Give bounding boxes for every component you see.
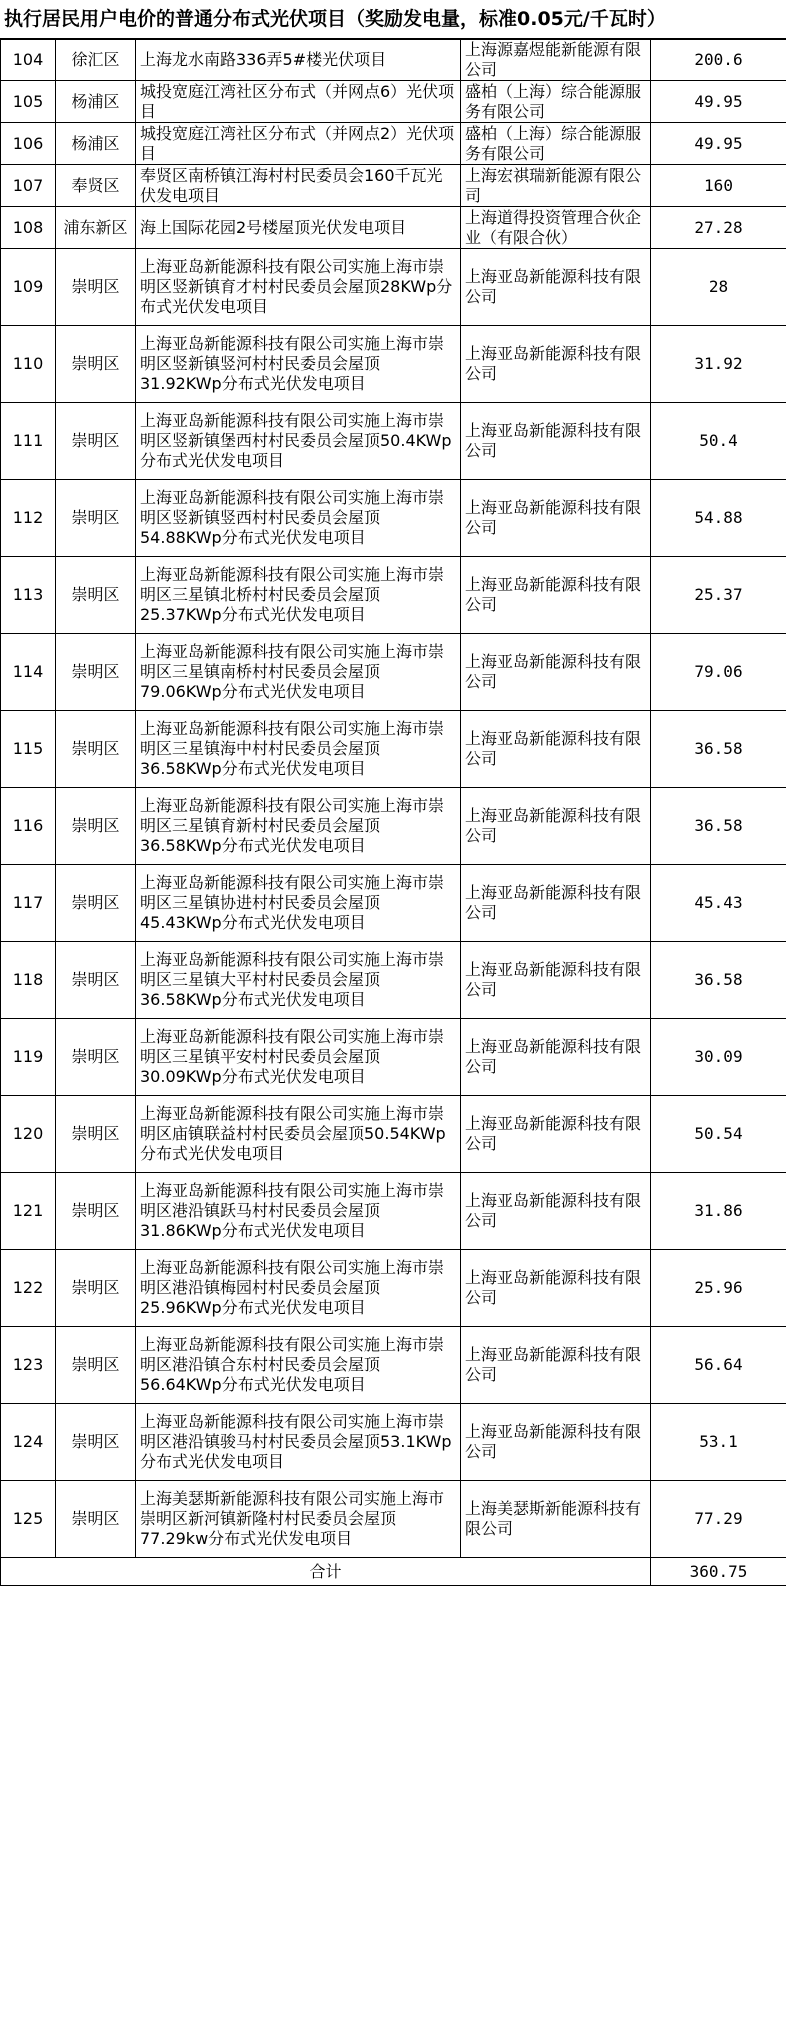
total-value: 360.75 (651, 1558, 786, 1586)
amount-cell: 30.09 (651, 1019, 786, 1096)
amount-cell: 36.58 (651, 788, 786, 865)
row-number: 112 (1, 480, 56, 557)
district-cell: 崇明区 (56, 403, 136, 480)
project-name-cell: 上海美瑟斯新能源科技有限公司实施上海市崇明区新河镇新隆村村民委员会屋顶77.29kw分布式光伏发电项目 (136, 1481, 461, 1558)
company-cell: 上海亚岛新能源科技有限公司 (461, 634, 651, 711)
company-cell: 上海亚岛新能源科技有限公司 (461, 865, 651, 942)
project-name-cell: 海上国际花园2号楼屋顶光伏发电项目 (136, 207, 461, 249)
table-row (1, 1096, 786, 1173)
company-cell: 上海亚岛新能源科技有限公司 (461, 557, 651, 634)
amount-cell: 25.96 (651, 1250, 786, 1327)
company-cell: 上海亚岛新能源科技有限公司 (461, 1404, 651, 1481)
amount-cell: 25.37 (651, 557, 786, 634)
district-cell: 崇明区 (56, 1327, 136, 1404)
total-row (1, 1558, 786, 1586)
row-number: 119 (1, 1019, 56, 1096)
table-row (1, 207, 786, 249)
project-name-cell: 城投宽庭江湾社区分布式（并网点2）光伏项目 (136, 123, 461, 165)
table-row (1, 1481, 786, 1558)
company-cell: 上海亚岛新能源科技有限公司 (461, 249, 651, 326)
amount-cell: 50.4 (651, 403, 786, 480)
row-number: 110 (1, 326, 56, 403)
district-cell: 崇明区 (56, 1404, 136, 1481)
amount-cell: 53.1 (651, 1404, 786, 1481)
row-number: 109 (1, 249, 56, 326)
table-row (1, 40, 786, 81)
company-cell: 上海道得投资管理合伙企业（有限合伙） (461, 207, 651, 249)
district-cell: 崇明区 (56, 1019, 136, 1096)
project-name-cell: 上海亚岛新能源科技有限公司实施上海市崇明区竖新镇堡西村村民委员会屋顶50.4KWp分布式光伏发电项目 (136, 403, 461, 480)
amount-cell: 56.64 (651, 1327, 786, 1404)
table-row (1, 865, 786, 942)
district-cell: 奉贤区 (56, 165, 136, 207)
table-row (1, 249, 786, 326)
row-number: 107 (1, 165, 56, 207)
district-cell: 徐汇区 (56, 40, 136, 81)
row-number: 114 (1, 634, 56, 711)
amount-cell: 50.54 (651, 1096, 786, 1173)
project-name-cell: 上海亚岛新能源科技有限公司实施上海市崇明区竖新镇竖西村村民委员会屋顶54.88KWp分布式光伏发电项目 (136, 480, 461, 557)
district-cell: 崇明区 (56, 249, 136, 326)
district-cell: 崇明区 (56, 711, 136, 788)
row-number: 122 (1, 1250, 56, 1327)
district-cell: 崇明区 (56, 634, 136, 711)
district-cell: 崇明区 (56, 1173, 136, 1250)
amount-cell: 79.06 (651, 634, 786, 711)
row-number: 125 (1, 1481, 56, 1558)
amount-cell: 49.95 (651, 123, 786, 165)
company-cell: 上海亚岛新能源科技有限公司 (461, 403, 651, 480)
company-cell: 盛柏（上海）综合能源服务有限公司 (461, 123, 651, 165)
company-cell: 上海亚岛新能源科技有限公司 (461, 1173, 651, 1250)
table-row (1, 1173, 786, 1250)
project-name-cell: 上海龙水南路336弄5#楼光伏项目 (136, 40, 461, 81)
company-cell: 上海美瑟斯新能源科技有限公司 (461, 1481, 651, 1558)
project-table (0, 39, 786, 1586)
table-row (1, 1327, 786, 1404)
project-name-cell: 上海亚岛新能源科技有限公司实施上海市崇明区三星镇大平村村民委员会屋顶36.58KWp分布式光伏发电项目 (136, 942, 461, 1019)
project-name-cell: 上海亚岛新能源科技有限公司实施上海市崇明区港沿镇跃马村村民委员会屋顶31.86KWp分布式光伏发电项目 (136, 1173, 461, 1250)
company-cell: 上海亚岛新能源科技有限公司 (461, 788, 651, 865)
company-cell: 上海亚岛新能源科技有限公司 (461, 480, 651, 557)
company-cell: 上海亚岛新能源科技有限公司 (461, 1327, 651, 1404)
district-cell: 崇明区 (56, 557, 136, 634)
project-name-cell: 上海亚岛新能源科技有限公司实施上海市崇明区三星镇平安村村民委员会屋顶30.09KWp分布式光伏发电项目 (136, 1019, 461, 1096)
table-row (1, 326, 786, 403)
company-cell: 上海亚岛新能源科技有限公司 (461, 1250, 651, 1327)
table-row (1, 123, 786, 165)
project-name-cell: 上海亚岛新能源科技有限公司实施上海市崇明区港沿镇骏马村村民委员会屋顶53.1KWp分布式光伏发电项目 (136, 1404, 461, 1481)
project-name-cell: 上海亚岛新能源科技有限公司实施上海市崇明区竖新镇育才村村民委员会屋顶28KWp分布式光伏发电项目 (136, 249, 461, 326)
district-cell: 崇明区 (56, 1096, 136, 1173)
row-number: 120 (1, 1096, 56, 1173)
amount-cell: 77.29 (651, 1481, 786, 1558)
district-cell: 崇明区 (56, 1250, 136, 1327)
district-cell: 崇明区 (56, 1481, 136, 1558)
amount-cell: 36.58 (651, 711, 786, 788)
amount-cell: 31.86 (651, 1173, 786, 1250)
project-name-cell: 城投宽庭江湾社区分布式（并网点6）光伏项目 (136, 81, 461, 123)
row-number: 105 (1, 81, 56, 123)
district-cell: 崇明区 (56, 326, 136, 403)
project-name-cell: 上海亚岛新能源科技有限公司实施上海市崇明区港沿镇梅园村村民委员会屋顶25.96KWp分布式光伏发电项目 (136, 1250, 461, 1327)
district-cell: 崇明区 (56, 865, 136, 942)
project-name-cell: 上海亚岛新能源科技有限公司实施上海市崇明区港沿镇合东村村民委员会屋顶56.64KWp分布式光伏发电项目 (136, 1327, 461, 1404)
amount-cell: 200.6 (651, 40, 786, 81)
district-cell: 崇明区 (56, 788, 136, 865)
project-name-cell: 上海亚岛新能源科技有限公司实施上海市崇明区三星镇协进村村民委员会屋顶45.43KWp分布式光伏发电项目 (136, 865, 461, 942)
district-cell: 浦东新区 (56, 207, 136, 249)
company-cell: 上海亚岛新能源科技有限公司 (461, 711, 651, 788)
project-name-cell: 上海亚岛新能源科技有限公司实施上海市崇明区三星镇南桥村村民委员会屋顶79.06KWp分布式光伏发电项目 (136, 634, 461, 711)
amount-cell: 28 (651, 249, 786, 326)
row-number: 118 (1, 942, 56, 1019)
district-cell: 崇明区 (56, 942, 136, 1019)
row-number: 111 (1, 403, 56, 480)
project-name-cell: 上海亚岛新能源科技有限公司实施上海市崇明区三星镇北桥村村民委员会屋顶25.37KWp分布式光伏发电项目 (136, 557, 461, 634)
amount-cell: 54.88 (651, 480, 786, 557)
table-body (1, 40, 786, 1558)
table-row (1, 1019, 786, 1096)
amount-cell: 45.43 (651, 865, 786, 942)
amount-cell: 160 (651, 165, 786, 207)
table-row (1, 788, 786, 865)
row-number: 104 (1, 40, 56, 81)
table-row (1, 165, 786, 207)
amount-cell: 36.58 (651, 942, 786, 1019)
row-number: 123 (1, 1327, 56, 1404)
company-cell: 上海源嘉煜能新能源有限公司 (461, 40, 651, 81)
row-number: 117 (1, 865, 56, 942)
table-row (1, 942, 786, 1019)
company-cell: 上海亚岛新能源科技有限公司 (461, 1019, 651, 1096)
company-cell: 上海宏祺瑞新能源有限公司 (461, 165, 651, 207)
table-row (1, 557, 786, 634)
row-number: 121 (1, 1173, 56, 1250)
table-row (1, 1250, 786, 1327)
row-number: 124 (1, 1404, 56, 1481)
project-name-cell: 上海亚岛新能源科技有限公司实施上海市崇明区竖新镇竖河村村民委员会屋顶31.92KWp分布式光伏发电项目 (136, 326, 461, 403)
row-number: 116 (1, 788, 56, 865)
table-row (1, 711, 786, 788)
district-cell: 杨浦区 (56, 81, 136, 123)
row-number: 115 (1, 711, 56, 788)
table-row (1, 403, 786, 480)
project-name-cell: 奉贤区南桥镇江海村村民委员会160千瓦光伏发电项目 (136, 165, 461, 207)
district-cell: 崇明区 (56, 480, 136, 557)
project-name-cell: 上海亚岛新能源科技有限公司实施上海市崇明区庙镇联益村村民委员会屋顶50.54KWp分布式光伏发电项目 (136, 1096, 461, 1173)
table-row (1, 634, 786, 711)
row-number: 106 (1, 123, 56, 165)
company-cell: 上海亚岛新能源科技有限公司 (461, 942, 651, 1019)
project-name-cell: 上海亚岛新能源科技有限公司实施上海市崇明区三星镇海中村村民委员会屋顶36.58KWp分布式光伏发电项目 (136, 711, 461, 788)
table-row (1, 81, 786, 123)
project-name-cell: 上海亚岛新能源科技有限公司实施上海市崇明区三星镇育新村村民委员会屋顶36.58KWp分布式光伏发电项目 (136, 788, 461, 865)
table-title: 执行居民用户电价的普通分布式光伏项目（奖励发电量，标准0.05元/千瓦时） (0, 0, 786, 39)
row-number: 108 (1, 207, 56, 249)
company-cell: 上海亚岛新能源科技有限公司 (461, 1096, 651, 1173)
table-row (1, 480, 786, 557)
company-cell: 盛柏（上海）综合能源服务有限公司 (461, 81, 651, 123)
table-row (1, 1404, 786, 1481)
row-number: 113 (1, 557, 56, 634)
amount-cell: 31.92 (651, 326, 786, 403)
amount-cell: 27.28 (651, 207, 786, 249)
total-label: 合计 (1, 1558, 651, 1586)
amount-cell: 49.95 (651, 81, 786, 123)
company-cell: 上海亚岛新能源科技有限公司 (461, 326, 651, 403)
district-cell: 杨浦区 (56, 123, 136, 165)
